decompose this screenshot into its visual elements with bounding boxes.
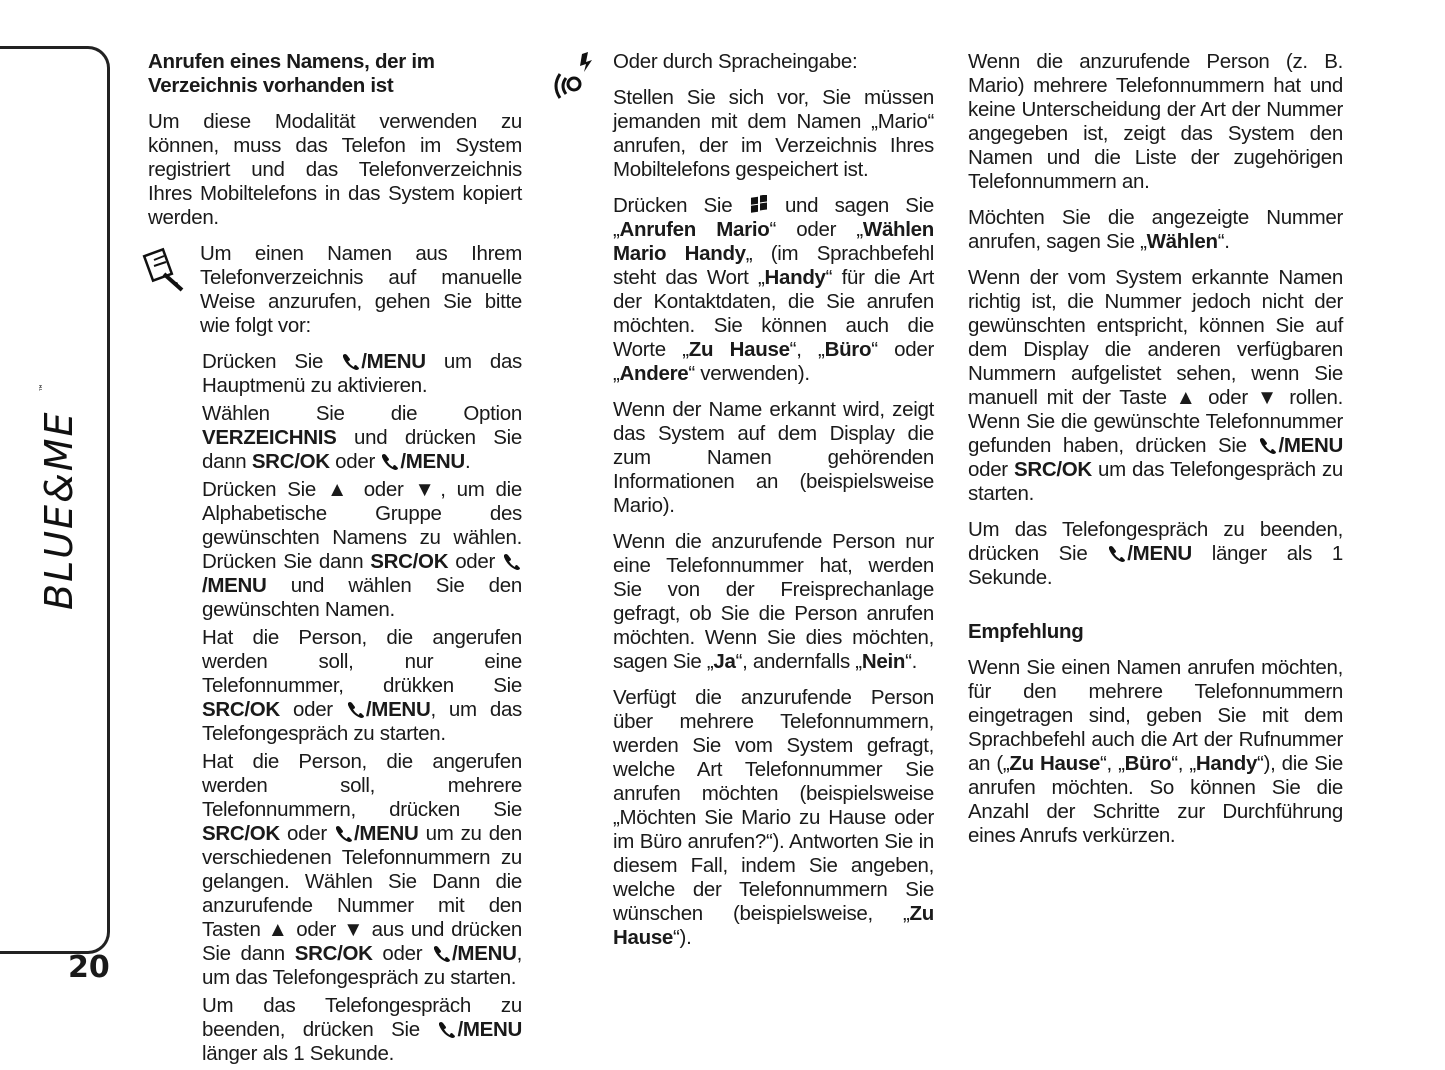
column-right [968,50,1343,860]
svg-text:™: ™ [39,383,49,392]
phone-menu-key: /MENU [380,450,465,473]
phone-icon [334,823,354,843]
emphasis: SRC/OK [202,698,280,721]
phone-icon [1258,435,1278,455]
emphasis: Zu Hause [613,902,934,949]
emphasis: Andere [619,362,689,385]
emphasis: SRC/OK [294,942,373,965]
paragraph: Wenn die anzurufende Person (z. B. Mario) mehrere Telefonnummern hat und keine Unterscheidung der Art der Nummer angegeben ist, zeigt das System den Namen und die Liste der zugehörigen Telefonnummern an. [968,50,1343,193]
tip-paragraph: Wenn Sie einen Namen anrufen möchten, für den mehrere Telefonnummern eingetragen sind, geben Sie mit dem Sprachbefehl auch die Art der Rufnummer an („Zu Hause“, „Büro“, „Handy“), die Sie anrufen möchten. So können Sie die Anzahl der Schritte zur Durchführung eines Anrufs verkürzen. [968,656,1343,847]
page-number: 20 [68,950,110,985]
emphasis: Büro [824,338,872,361]
phone-icon [1107,543,1127,563]
step-item: Hat die Person, die angerufen werden soll, nur eine Telefonnummer, drükken Sie SRC/OK oder /MENU, um das Telefongespräch zu starten. [202,626,522,745]
phone-menu-key: /MENU [346,698,431,721]
step-list [148,350,522,1066]
phone-menu-key: /MENU [202,550,522,597]
emphasis: Ja [713,650,736,673]
pencil-note-icon [142,244,186,292]
phone-menu-key: /MENU [334,822,419,845]
paragraph: Möchten Sie die angezeigte Nummer anrufen, sagen Sie „Wählen“. [968,206,1343,253]
emphasis: Handy [764,266,826,289]
emphasis: Anrufen Mario [619,218,770,241]
paragraph: Drücken Sie und sagen Sie „Anrufen Mario“ oder „Wählen Mario Handy„ (im Sprachbefehl steht das Wort „Handy“ für die Art der Kontaktdaten, die Sie anrufen möchten. Sie können auch die Worte „Zu Hause“, „Büro“ oder „Andere“ verwenden). [613,194,934,385]
step-item: Hat die Person, die angerufen werden soll, mehrere Telefonnummern, drücken Sie SRC/OK oder /MENU um zu den verschiedenen Telefonnummern zu gelangen. Wählen Sie Dann die anzurufende Nummer mit den Tasten ▲ oder ▼ aus und drücken Sie dann SRC/OK oder /MENU, um das Telefongespräch zu starten. [202,750,523,989]
phone-icon [346,699,366,719]
emphasis: VERZEICHNIS [202,426,337,449]
phone-menu-key: /MENU [1107,542,1192,565]
brand-logo [24,372,96,612]
paragraph: Verfügt die anzurufende Person über mehrere Telefonnummern, werden Sie vom System gefragt, welche Art Telefonnummer Sie anrufen möchten (beispielsweise „Möchten Sie Mario zu Hause oder im Büro anrufen?“). Antworten Sie in diesem Fall, indem Sie angeben, welche der Telefonnummern Sie wünschen (beispielsweise, „Zu Hause“). [613,686,934,949]
phone-menu-key: /MENU [1258,434,1343,457]
column-middle [613,50,934,962]
emphasis: SRC/OK [370,550,449,573]
column-left [148,50,522,1070]
right-paragraphs [968,50,1343,590]
emphasis: Büro [1124,752,1172,775]
emphasis: Zu Hause [688,338,790,361]
phone-icon [432,943,452,963]
voice-command-icon [552,50,600,104]
voice-intro: Oder durch Spracheingabe: [613,50,858,73]
phone-menu-key: /MENU [432,942,517,965]
step-item: Wählen Sie die Option VERZEICHNIS und drücken Sie dann SRC/OK oder /MENU. [202,402,522,473]
emphasis: Wählen [1146,230,1218,253]
emphasis: Zu Hause [1009,752,1101,775]
paragraph: Stellen Sie sich vor, Sie müssen jemanden mit dem Namen „Mario“ anrufen, der im Verzeichnis Ihres Mobiltelefons gespeichert ist. [613,86,934,181]
emphasis: Wählen Mario Handy [613,218,934,265]
step-item: Drücken Sie /MENU um das Hauptmenü zu aktivieren. [202,350,522,397]
step-item: Um das Telefongespräch zu beenden, drücken Sie /MENU länger als 1 Sekunde. [202,994,522,1065]
windows-voice-key-icon [749,195,769,215]
paragraph: Um das Telefongespräch zu beenden, drücken Sie /MENU länger als 1 Sekunde. [968,518,1344,589]
emphasis: Nein [861,650,906,673]
phone-icon [380,451,400,471]
svg-text:BLUE&ME: BLUE&ME [37,410,81,610]
paragraph: Wenn der vom System erkannte Namen richtig ist, die Nummer jedoch nicht der gewünschten entspricht, können Sie auf dem Display die anderen verfügbaren Nummern aufgelistet sehen, wenn Sie manuell mit der Taste ▲ oder ▼ rollen. Wenn Sie die gewünschte Telefonnummer gefunden haben, drücken Sie /MENU oder SRC/OK um das Telefongespräch zu starten. [968,266,1343,505]
step-item: Drücken Sie ▲ oder ▼, um die Alphabetische Gruppe des gewünschten Namens zu wählen. Drücken Sie dann SRC/OK oder /MENU und wählen Sie den gewünschten Namen. [202,478,522,621]
intro-paragraph: Um diese Modalität verwenden zu können, muss das Telefon im System registriert und das Telefonverzeichnis Ihres Mobiltelefons in das System kopiert werden. [148,110,522,229]
note-text: Um einen Namen aus Ihrem Telefonverzeichnis auf manuelle Weise anzurufen, gehen Sie bitte wie folgt vor: [200,242,522,337]
phone-icon [502,551,522,571]
emphasis: Handy [1195,752,1258,775]
paragraph: Wenn der Name erkannt wird, zeigt das System auf dem Display die zum Namen gehörenden Informationen an (beispielsweise Mario). [613,398,934,517]
phone-menu-key: /MENU [341,350,426,373]
manual-note [200,242,522,338]
phone-icon [341,351,361,371]
voice-paragraphs [613,86,934,950]
emphasis: SRC/OK [1013,458,1092,481]
phone-menu-key: /MENU [437,1018,522,1041]
section-heading: Anrufen eines Namens, der im Verzeichnis vorhanden ist [148,50,435,97]
emphasis: SRC/OK [202,822,280,845]
phone-icon [437,1019,457,1039]
emphasis: SRC/OK [251,450,330,473]
tip-heading: Empfehlung [968,620,1084,643]
paragraph: Wenn die anzurufende Person nur eine Telefonnummer hat, werden Sie von der Freisprechanlage gefragt, ob Sie die Person anrufen möchten. Wenn Sie dies möchten, sagen Sie „Ja“, andernfalls „Nein“. [613,530,934,673]
